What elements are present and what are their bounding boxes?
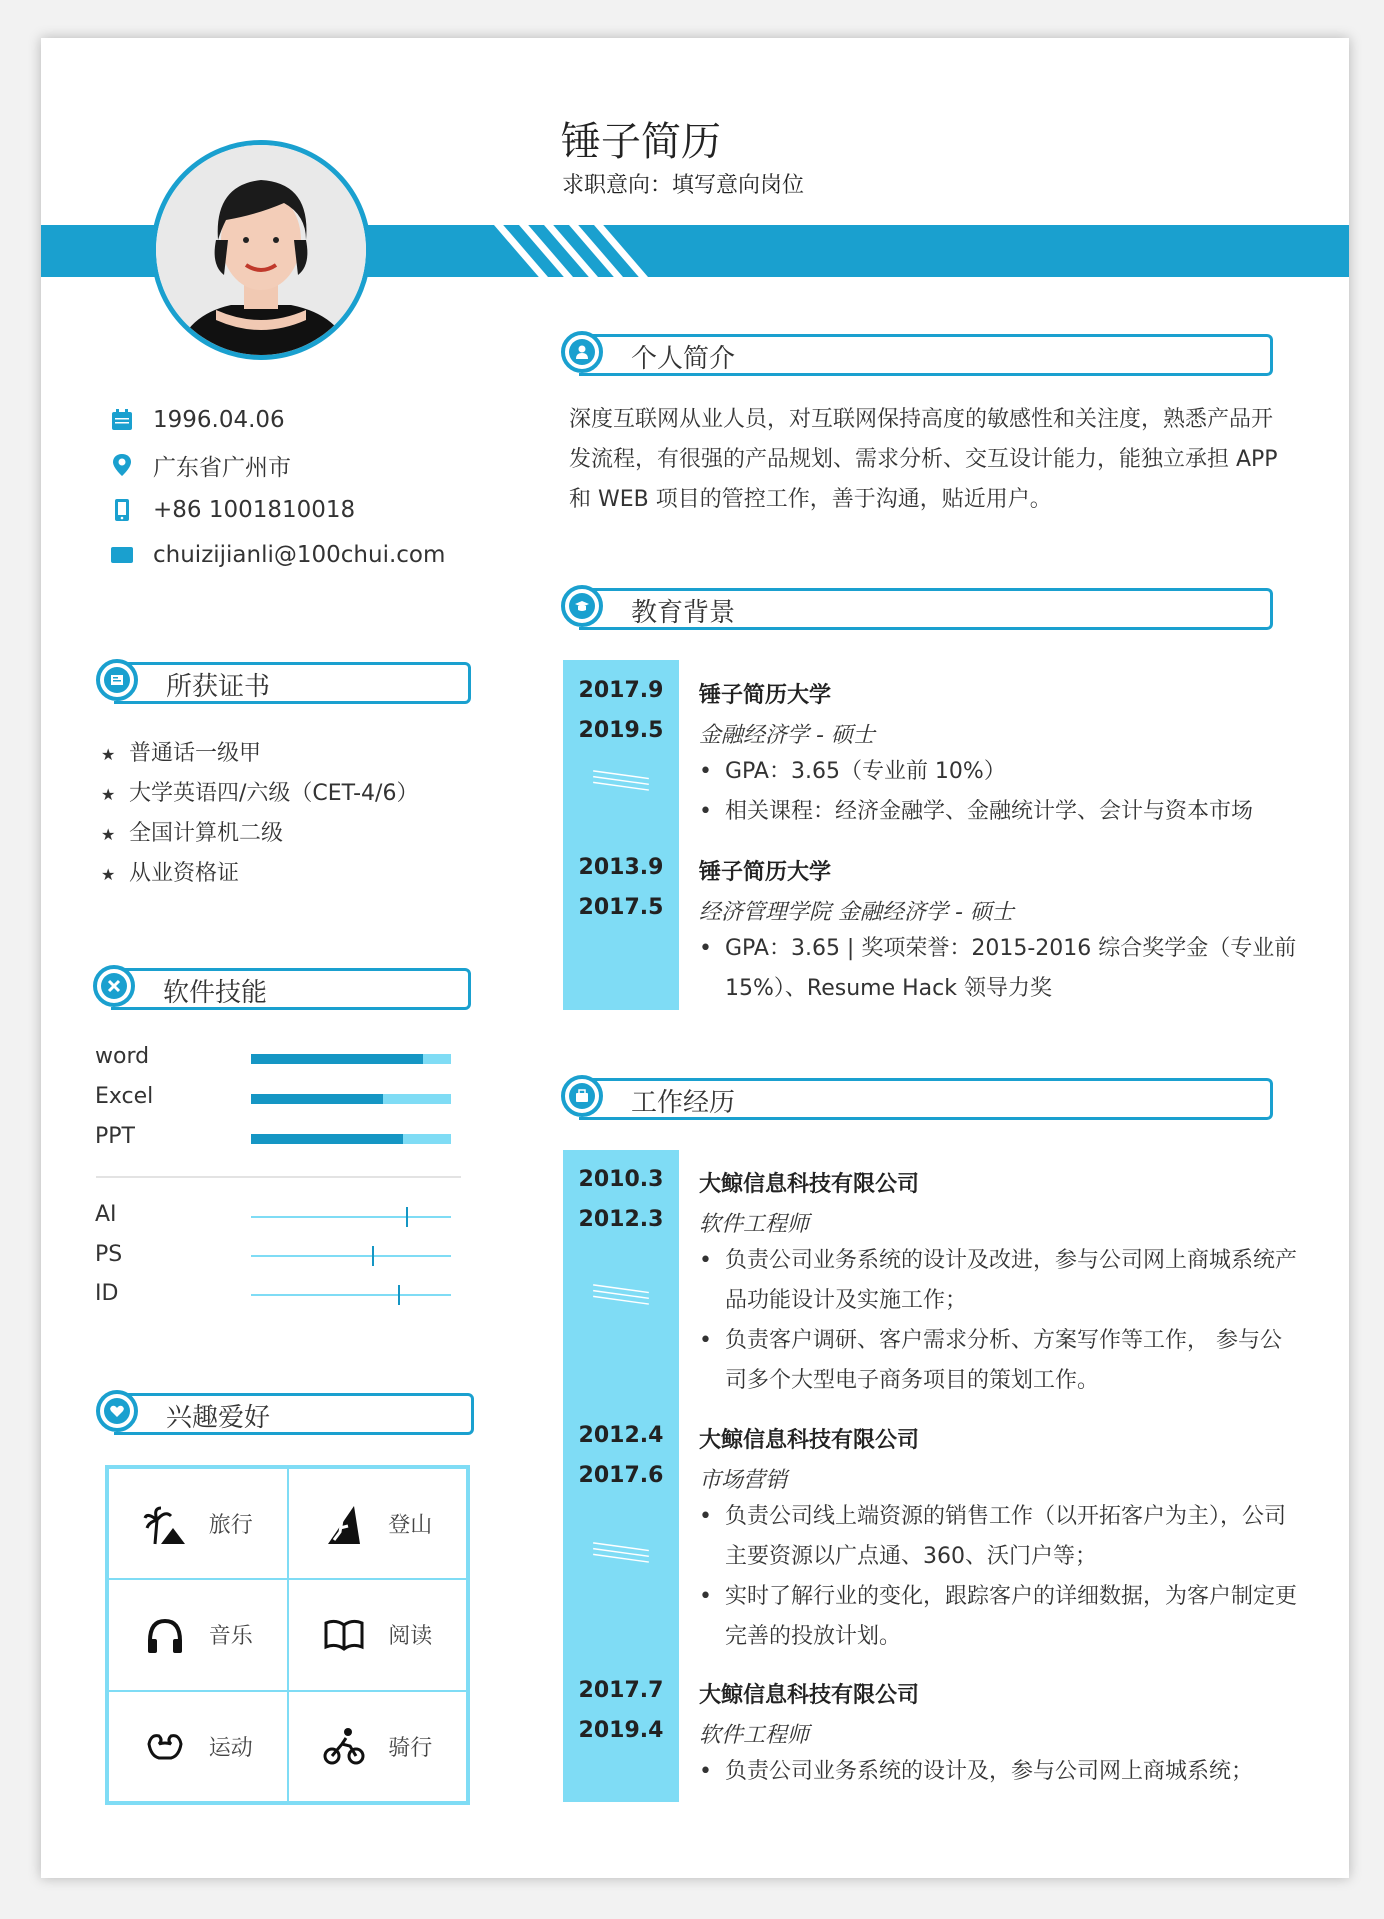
briefcase-icon [569, 1083, 595, 1109]
person-icon [569, 339, 595, 365]
certificate-item: ★ 全国计算机二级 [101, 821, 284, 846]
skill-bar [251, 1094, 451, 1104]
star-icon: ★ [101, 865, 116, 884]
hobby-grid [105, 1465, 470, 1805]
skill-slider [251, 1216, 451, 1218]
skill-bar-fill [251, 1094, 383, 1104]
date-start: 2017.9 [578, 678, 664, 703]
school-name: 锤子简历大学 [699, 860, 832, 885]
degree: 金融经济学 - 硕士 [699, 723, 875, 748]
certificate-item: ★ 普通话一级甲 [101, 741, 262, 766]
hobby-music: 音乐 [108, 1579, 288, 1690]
contact-birthdate [109, 405, 285, 435]
hobby-sports: 运动 [108, 1691, 288, 1802]
skill-slider-marker [372, 1246, 374, 1266]
section-header-education [561, 588, 1273, 634]
hobby-travel: 旅行 [108, 1468, 288, 1579]
section-title: 兴趣爱好 [166, 1403, 271, 1433]
date-end: 2017.5 [578, 895, 664, 920]
skill-label: word [95, 1044, 150, 1069]
contact-value: 1996.04.06 [153, 407, 285, 433]
skill-label: Excel [95, 1084, 154, 1109]
section-header-profile [561, 334, 1273, 380]
skill-label: PPT [95, 1124, 135, 1149]
star-icon: ★ [101, 825, 116, 844]
hobby-climbing: 登山 [288, 1468, 468, 1579]
section-title: 工作经历 [631, 1088, 736, 1118]
star-icon: ★ [101, 785, 116, 804]
divider [96, 1176, 461, 1178]
contact-location [109, 450, 291, 480]
contact-value: 广东省广州市 [153, 454, 291, 481]
skill-slider-marker [398, 1285, 400, 1305]
date-start: 2010.3 [578, 1167, 664, 1192]
tools-icon [101, 973, 127, 999]
section-title: 个人简介 [631, 344, 736, 374]
skill-slider [251, 1294, 451, 1296]
date-end: 2019.5 [578, 718, 664, 743]
skill-slider [251, 1255, 451, 1257]
resume-name: 锤子简历 [561, 119, 721, 165]
skill-bar [251, 1134, 451, 1144]
calendar-icon [109, 407, 135, 433]
company-name: 大鲸信息科技有限公司 [699, 1172, 920, 1197]
resume-page [41, 38, 1349, 1878]
skill-label: ID [95, 1281, 119, 1306]
job-title: 软件工程师 [699, 1212, 810, 1237]
hobby-cycling: 骑行 [288, 1691, 468, 1802]
heart-icon [104, 1398, 130, 1424]
bullet-item: • 相关课程：经济金融学、金融统计学、会计与资本市场 [699, 792, 1299, 832]
date-start: 2013.9 [578, 855, 664, 880]
date-start: 2012.4 [578, 1423, 664, 1448]
section-header-hobbies [96, 1393, 474, 1439]
hobby-reading: 阅读 [288, 1579, 468, 1690]
contact-value: chuizijianli@100chui.com [153, 542, 446, 568]
company-name: 大鲸信息科技有限公司 [699, 1683, 920, 1708]
degree: 经济管理学院 金融经济学 - 硕士 [699, 900, 1014, 925]
job-title: 软件工程师 [699, 1723, 810, 1748]
skill-bar-fill [251, 1134, 403, 1144]
bullet-item: • 负责公司业务系统的设计及，参与公司网上商城系统； [699, 1752, 1299, 1792]
contact-email [109, 540, 445, 570]
bullet-item: • 负责公司业务系统的设计及改进，参与公司网上商城系统产品功能设计及实施工作； [699, 1241, 1299, 1321]
section-header-skills [93, 968, 471, 1014]
contact-phone [109, 495, 355, 525]
job-title: 市场营销 [699, 1468, 788, 1493]
certificate-item: ★ 从业资格证 [101, 861, 240, 886]
book-icon [322, 1613, 366, 1657]
date-end: 2017.6 [578, 1463, 664, 1488]
company-name: 大鲸信息科技有限公司 [699, 1428, 920, 1453]
avatar [151, 140, 371, 360]
bullet-item: • 实时了解行业的变化，跟踪客户的详细数据，为客户制定更完善的投放计划。 [699, 1577, 1299, 1657]
skill-slider-marker [406, 1207, 408, 1227]
date-end: 2019.4 [578, 1718, 664, 1743]
section-header-certificates [96, 662, 471, 708]
section-title: 软件技能 [163, 978, 268, 1008]
email-icon [109, 542, 135, 568]
palm-tree-icon [143, 1502, 187, 1546]
skill-bar [251, 1054, 451, 1064]
phone-icon [109, 497, 135, 523]
date-start: 2017.7 [578, 1678, 664, 1703]
job-intent: 求职意向：填写意向岗位 [562, 173, 805, 198]
cyclist-icon [322, 1724, 366, 1768]
date-end: 2012.3 [578, 1207, 664, 1232]
location-pin-icon [109, 452, 135, 478]
contact-value: +86 1001810018 [153, 497, 356, 523]
bullet-item: • GPA：3.65 | 奖项荣誉：2015-2016 综合奖学金（专业前 15%）、Resume Hack 领导力奖 [699, 929, 1299, 1009]
skill-label: AI [95, 1202, 117, 1227]
bullet-item: • GPA：3.65（专业前 10%） [699, 752, 1299, 792]
certificate-icon [104, 667, 130, 693]
profile-text: 深度互联网从业人员，对互联网保持高度的敏感性和关注度，熟悉产品开发流程，有很强的产品规划、需求分析、交互设计能力，能独立承担 APP 和 WEB 项目的管控工作，善于沟通，贴近用户。 [569, 407, 1278, 512]
bullet-item: • 负责客户调研、客户需求分析、方案写作等工作， 参与公司多个大型电子商务项目的策划工作。 [699, 1321, 1299, 1401]
skill-label: PS [95, 1242, 123, 1267]
school-name: 锤子简历大学 [699, 683, 832, 708]
section-title: 教育背景 [631, 598, 736, 628]
star-icon: ★ [101, 745, 116, 764]
graduation-cap-icon [569, 593, 595, 619]
headphones-icon [143, 1613, 187, 1657]
climbing-icon [322, 1502, 366, 1546]
section-title: 所获证书 [166, 672, 271, 702]
certificate-item: ★ 大学英语四/六级（CET-4/6） [101, 781, 419, 806]
muscle-icon [143, 1724, 187, 1768]
education-timeline [563, 660, 679, 1010]
skill-bar-fill [251, 1054, 423, 1064]
bullet-item: • 负责公司线上端资源的销售工作（以开拓客户为主），公司主要资源以广点通、360、沃门户等； [699, 1497, 1299, 1577]
section-header-work [561, 1078, 1273, 1124]
